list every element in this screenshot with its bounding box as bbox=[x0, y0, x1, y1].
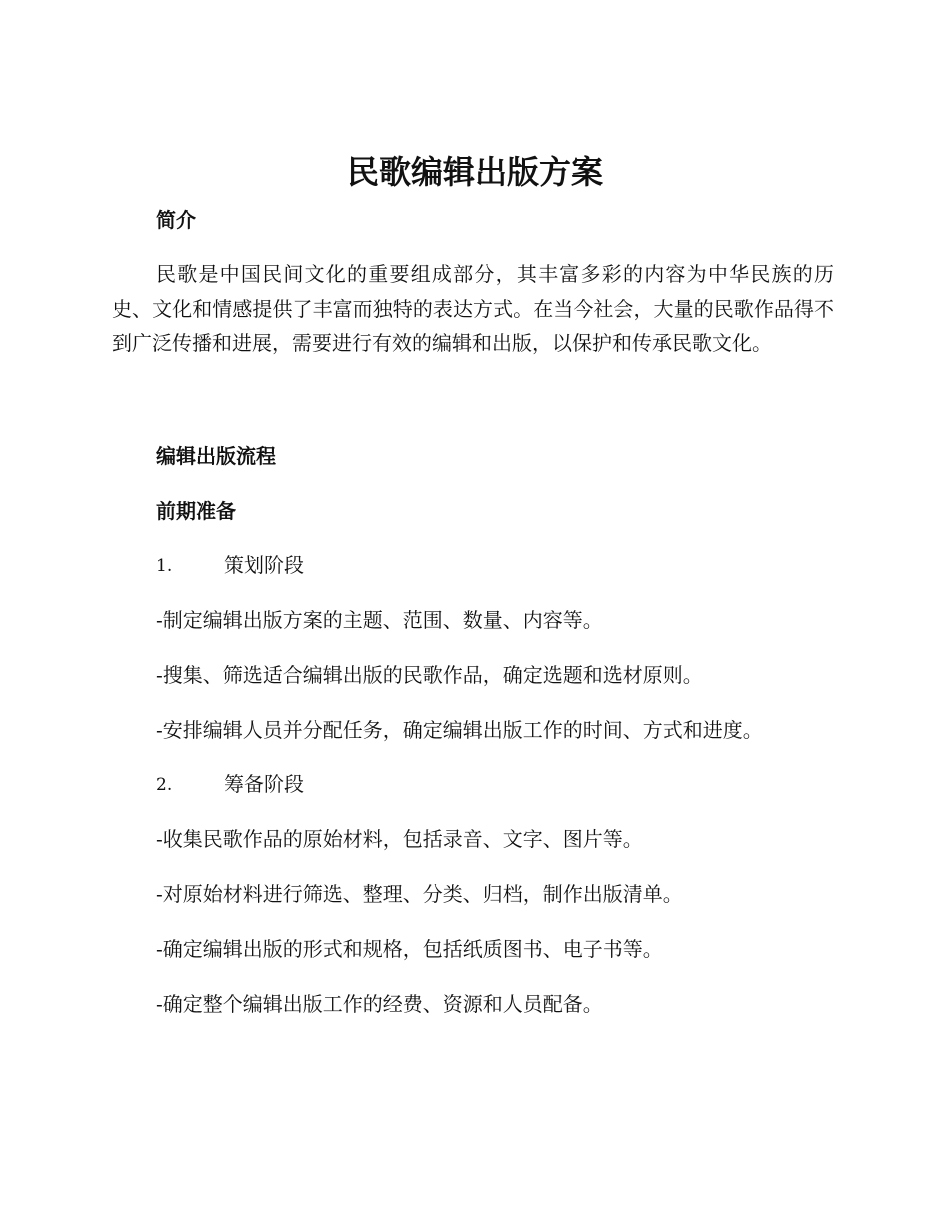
step-number: 2. bbox=[156, 775, 173, 795]
list-item: -对原始材料进行筛选、整理、分类、归档，制作出版清单。 bbox=[156, 882, 683, 906]
heading-process: 编辑出版流程 bbox=[156, 444, 276, 468]
list-item: -确定编辑出版的形式和规格，包括纸质图书、电子书等。 bbox=[156, 937, 663, 961]
step-label: 策划阶段 bbox=[224, 553, 304, 577]
step-label: 筹备阶段 bbox=[224, 772, 304, 796]
list-item: -制定编辑出版方案的主题、范围、数量、内容等。 bbox=[156, 608, 603, 632]
heading-preparation: 前期准备 bbox=[156, 499, 236, 523]
heading-intro: 简介 bbox=[156, 208, 196, 232]
intro-paragraph: 民歌是中国民间文化的重要组成部分，其丰富多彩的内容为中华民族的历史、文化和情感提供了丰富而独特的表达方式。在当今社会，大量的民歌作品得不到广泛传播和进展，需要进行有效的编辑和出版，以保护和传承民歌文化。 bbox=[112, 262, 834, 355]
list-item: -安排编辑人员并分配任务，确定编辑出版工作的时间、方式和进度。 bbox=[156, 718, 763, 742]
list-item: -收集民歌作品的原始材料，包括录音、文字、图片等。 bbox=[156, 827, 643, 851]
list-item: -搜集、筛选适合编辑出版的民歌作品，确定选题和选材原则。 bbox=[156, 663, 703, 687]
step-number: 1. bbox=[156, 556, 173, 576]
document-title: 民歌编辑出版方案 bbox=[346, 153, 603, 191]
list-item: -确定整个编辑出版工作的经费、资源和人员配备。 bbox=[156, 992, 603, 1016]
